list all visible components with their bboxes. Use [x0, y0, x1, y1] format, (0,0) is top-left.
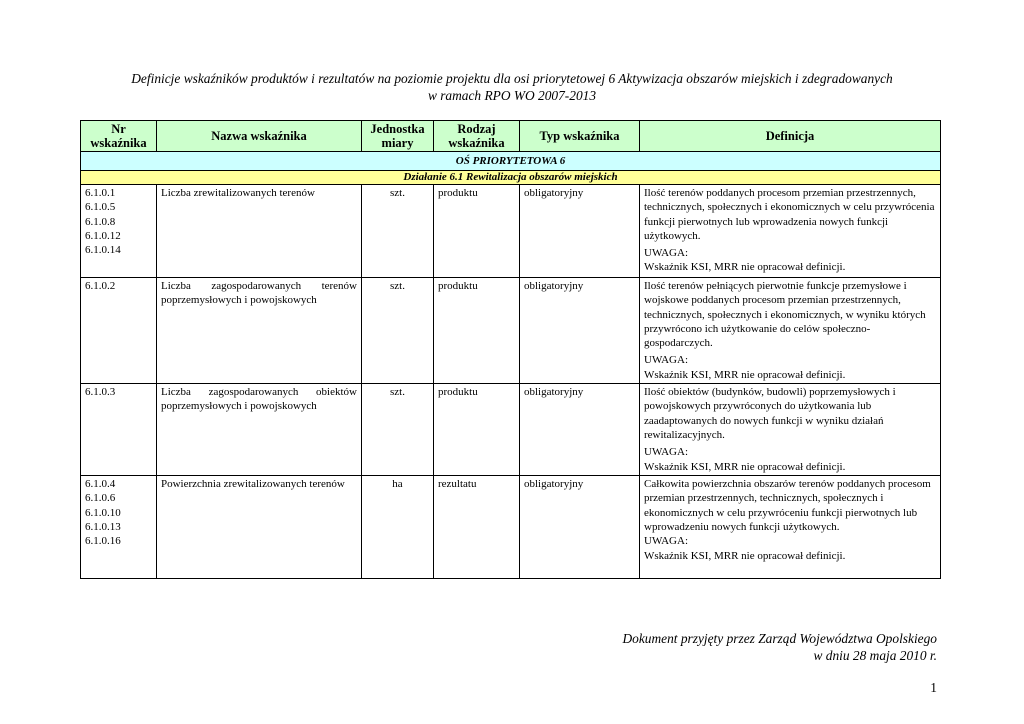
indicator-numbers: 6.1.0.4 6.1.0.6 6.1.0.10 6.1.0.13 6.1.0.16 — [81, 476, 157, 579]
document-title — [60, 70, 964, 104]
action-label: Działanie 6.1 Rewitalizacja obszarów miejskich — [81, 171, 941, 185]
indicator-name: Liczba zrewitalizowanych terenów — [157, 185, 362, 278]
indicator-name: Liczba zagospodarowanych terenów poprzemysłowych i powojskowych — [157, 278, 362, 384]
indicator-unit: ha — [362, 476, 434, 579]
note-label: UWAGA: — [644, 446, 688, 459]
indicator-numbers: 6.1.0.3 — [81, 384, 157, 476]
header-name: Nazwa wskaźnika — [157, 121, 362, 152]
indicator-name: Liczba zagospodarowanych obiektów poprzemysłowych i powojskowych — [157, 384, 362, 476]
table-row — [81, 476, 941, 579]
table-row — [81, 185, 941, 278]
table-row — [81, 384, 941, 476]
note-text: Wskaźnik KSI, MRR nie opracował definicji. — [644, 549, 846, 562]
indicator-name: Powierzchnia zrewitalizowanych terenów — [157, 476, 362, 579]
page-number: 1 — [930, 680, 937, 695]
indicator-definition — [640, 384, 941, 476]
priority-axis-row — [81, 152, 941, 171]
indicator-numbers: 6.1.0.2 — [81, 278, 157, 384]
indicator-definition — [640, 476, 941, 579]
footer-line-2: w dniu 28 maja 2010 r. — [813, 648, 937, 663]
note-label: UWAGA: — [644, 354, 688, 367]
indicator-type: obligatoryjny — [520, 278, 640, 384]
definition-text: Ilość terenów pełniących pierwotnie funkcje przemysłowe i wojskowe poddanych procesom przemian przestrzennych, technicznych, społecznych i ekonomicznych, w wyniku których przywrócono ich użytkowanie do celów społeczno-gospodarczych. — [644, 280, 926, 350]
action-row — [81, 171, 941, 185]
indicator-unit: szt. — [362, 384, 434, 476]
document-footer — [517, 630, 937, 664]
note-text: Wskaźnik KSI, MRR nie opracował definicji. — [644, 460, 846, 473]
indicator-definition — [640, 278, 941, 384]
header-definition: Definicja — [640, 121, 941, 152]
table-row — [81, 278, 941, 384]
header-type: Typ wskaźnika — [520, 121, 640, 152]
definition-text: Ilość obiektów (budynków, budowli) poprzemysłowych i powojskowych przywróconych do użytkowania lub zaadaptowanych do nowych funkcji w wyniku działań rewitalizacyjnych. — [644, 386, 896, 441]
indicator-unit: szt. — [362, 185, 434, 278]
indicator-type: obligatoryjny — [520, 384, 640, 476]
footer-line-1: Dokument przyjęty przez Zarząd Województwa Opolskiego — [622, 631, 937, 646]
priority-axis-label: OŚ PRIORYTETOWA 6 — [81, 152, 941, 171]
note-text: Wskaźnik KSI, MRR nie opracował definicji. — [644, 368, 846, 381]
title-line-1: Definicje wskaźników produktów i rezultatów na poziomie projektu dla osi priorytetowej 6 Aktywizacja obszarów miejskich i zdegradowanych — [131, 71, 893, 86]
table-header-row — [81, 121, 941, 152]
note-text: Wskaźnik KSI, MRR nie opracował definicji. — [644, 261, 846, 274]
note-label: UWAGA: — [644, 247, 688, 260]
indicator-definition — [640, 185, 941, 278]
header-kind: Rodzaj wskaźnika — [434, 121, 520, 152]
definition-text: Całkowita powierzchnia obszarów terenów poddanych procesom przemian przestrzennych, technicznych, społecznych i ekonomicznych w celu przywróceniu funkcji pierwotnych lub wprowadzeniu nowych funkcji użytkowych. — [644, 478, 931, 533]
definition-text: Ilość terenów poddanych procesom przemian przestrzennych, technicznych, społecznych i ekonomicznych w celu przywrócenia funkcji pierwotnych lub wprowadzenia nowych funkcji użytkowych. — [644, 187, 935, 242]
header-nr: Nr wskaźnika — [81, 121, 157, 152]
indicator-kind: produktu — [434, 185, 520, 278]
indicator-kind: produktu — [434, 384, 520, 476]
indicator-kind: rezultatu — [434, 476, 520, 579]
title-line-2: w ramach RPO WO 2007-2013 — [427, 88, 597, 103]
indicator-type: obligatoryjny — [520, 476, 640, 579]
indicators-table — [80, 120, 941, 579]
indicator-kind: produktu — [434, 278, 520, 384]
note-label: UWAGA: — [644, 535, 688, 548]
header-unit: Jednostka miary — [362, 121, 434, 152]
indicator-numbers: 6.1.0.1 6.1.0.5 6.1.0.8 6.1.0.12 6.1.0.14 — [81, 185, 157, 278]
indicator-unit: szt. — [362, 278, 434, 384]
indicator-type: obligatoryjny — [520, 185, 640, 278]
